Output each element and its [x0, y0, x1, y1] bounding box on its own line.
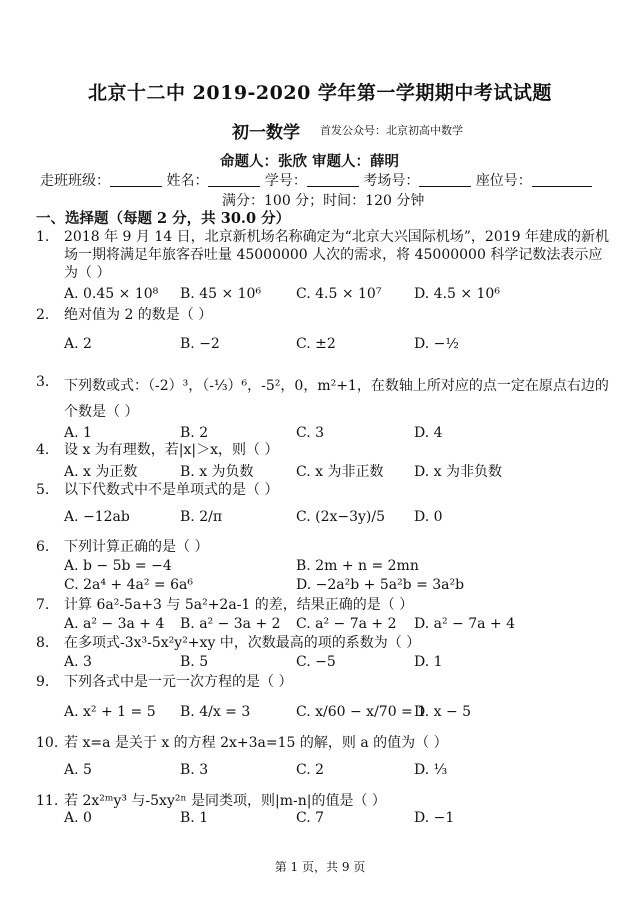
option-b[interactable]: B. −2	[180, 336, 220, 352]
question-text: 在多项式-3x³-5x²y²+xy 中，次数最高的项的系数为（ ）	[64, 635, 421, 651]
option-b[interactable]: B. 2/π	[180, 509, 223, 525]
option-d[interactable]: D. x − 5	[414, 704, 472, 720]
option-c[interactable]: C. 2a⁴ + 4a² = 6a⁶	[64, 577, 193, 593]
id-blank[interactable]	[307, 172, 359, 187]
question-2	[36, 306, 616, 324]
class-blank[interactable]	[110, 172, 162, 187]
option-d[interactable]: D. a² − 7a + 4	[414, 616, 516, 632]
option-b[interactable]: B. 4/x = 3	[180, 704, 251, 720]
option-d[interactable]: D. 1	[414, 654, 443, 670]
option-b[interactable]: B. 45 × 10⁶	[180, 286, 262, 302]
option-b[interactable]: B. 1	[180, 810, 209, 826]
option-d[interactable]: D. −2a²b + 5a²b = 3a²b	[296, 577, 465, 593]
option-a[interactable]: A. 5	[64, 762, 92, 778]
question-text: 若 x=a 是关于 x 的方程 2x+3a=15 的解，则 a 的值为（ ）	[64, 735, 448, 751]
question-10	[36, 734, 616, 752]
option-c[interactable]: C. −5	[296, 654, 336, 670]
question-11	[36, 792, 616, 810]
question-number: 3.	[36, 374, 50, 390]
option-d[interactable]: D. −½	[414, 336, 459, 352]
question-number: 9.	[36, 674, 50, 690]
name-blank[interactable]	[208, 172, 260, 187]
option-c[interactable]: C. a² − 7a + 2	[296, 616, 397, 632]
question-text: 设 x 为有理数，若|x|＞x，则（ ）	[64, 442, 279, 458]
option-b[interactable]: B. 5	[180, 654, 209, 670]
option-a[interactable]: A. x² + 1 = 5	[64, 704, 156, 720]
option-c[interactable]: C. ±2	[296, 336, 336, 352]
option-c[interactable]: C. x 为非正数	[296, 464, 384, 480]
question-number: 11.	[36, 793, 59, 809]
question-text: 若 2x²ᵐy³ 与-5xy²ⁿ 是同类项，则|m-n|的值是（ ）	[64, 793, 386, 809]
question-3	[36, 373, 616, 425]
question-text: 下列各式中是一元一次方程的是（ ）	[64, 674, 293, 690]
option-c[interactable]: C. 2	[296, 762, 325, 778]
question-6	[36, 538, 616, 556]
option-c[interactable]: C. (2x−3y)/5	[296, 509, 386, 525]
question-number: 7.	[36, 597, 50, 613]
question-text: 计算 6a²-5a+3 与 5a²+2a-1 的差，结果正确的是（ ）	[64, 597, 414, 613]
name-label: 姓名：	[166, 173, 209, 189]
option-a[interactable]: A. 0	[64, 810, 92, 826]
question-number: 4.	[36, 442, 50, 458]
option-b[interactable]: B. x 为负数	[180, 464, 254, 480]
question-number: 1.	[36, 229, 50, 245]
question-text: 以下代数式中不是单项式的是（ ）	[64, 482, 279, 498]
question-9	[36, 673, 616, 691]
question-5	[36, 481, 616, 499]
score-time: 满分：100 分；时间：120 分钟	[222, 193, 425, 209]
question-number: 5.	[36, 482, 50, 498]
question-number: 10.	[36, 735, 59, 751]
question-4	[36, 441, 616, 459]
option-a[interactable]: A. 0.45 × 10⁸	[64, 286, 159, 302]
option-a[interactable]: A. 1	[64, 425, 92, 441]
option-a[interactable]: A. x 为正数	[64, 464, 138, 480]
option-d[interactable]: D. 4.5 × 10⁶	[414, 286, 500, 302]
option-a[interactable]: A. a² − 3a + 4	[64, 616, 165, 632]
option-d[interactable]: D. −1	[414, 810, 455, 826]
section-heading: 一、选择题（每题 2 分，共 30.0 分）	[36, 210, 291, 227]
room-blank[interactable]	[419, 172, 471, 187]
option-d[interactable]: D. 4	[414, 425, 443, 441]
question-text: 下列计算正确的是（ ）	[64, 539, 209, 555]
question-number: 8.	[36, 635, 50, 651]
class-label: 走班班级：	[40, 173, 110, 189]
option-d[interactable]: D. ⅓	[414, 762, 448, 778]
seat-label: 座位号：	[475, 173, 532, 189]
id-label: 学号：	[264, 173, 307, 189]
option-b[interactable]: B. 2	[180, 425, 209, 441]
option-c[interactable]: C. 7	[296, 810, 325, 826]
exam-title: 北京十二中 2019-2020 学年第一学期期中考试试题	[88, 82, 552, 104]
question-text: 绝对值为 2 的数是（ ）	[64, 307, 213, 323]
option-a[interactable]: A. b − 5b = −4	[64, 558, 172, 574]
question-number: 2.	[36, 307, 50, 323]
question-7	[36, 596, 616, 614]
question-text: 2018 年 9 月 14 日，北京新机场名称确定为“北京大兴国际机场”，2019 年建成的新机场一期将满足年旅客吞吐量 45000000 人次的需求，将 45000000 科学记数法表示应为（ ）	[64, 229, 609, 281]
seat-blank[interactable]	[532, 172, 592, 187]
page-footer: 第 1 页，共 9 页	[274, 860, 366, 874]
option-b[interactable]: B. 2m + n = 2mn	[296, 558, 419, 574]
option-d[interactable]: D. x 为非负数	[414, 464, 502, 480]
authors-line: 命题人：张欣 审题人：薛明	[220, 153, 400, 170]
option-a[interactable]: A. 2	[64, 336, 92, 352]
subject-title: 初一数学	[232, 123, 300, 143]
option-c[interactable]: C. x/60 − x/70 = 1	[296, 704, 427, 720]
question-number: 6.	[36, 539, 50, 555]
question-text: 下列数或式：（-2）³，（-⅓）⁶，-5²，0，m²+1，在数轴上所对应的点一定在原点右边的个数是（ ）	[64, 378, 609, 420]
student-info-line	[40, 170, 592, 190]
question-1	[36, 228, 616, 282]
option-b[interactable]: B. a² − 3a + 2	[180, 616, 281, 632]
option-a[interactable]: A. −12ab	[64, 509, 130, 525]
room-label: 考场号：	[363, 173, 420, 189]
option-a[interactable]: A. 3	[64, 654, 92, 670]
subject-note: 首发公众号：北京初高中数学	[320, 124, 463, 137]
option-b[interactable]: B. 3	[180, 762, 209, 778]
option-c[interactable]: C. 4.5 × 10⁷	[296, 286, 382, 302]
option-c[interactable]: C. 3	[296, 425, 325, 441]
option-d[interactable]: D. 0	[414, 509, 443, 525]
question-8	[36, 634, 616, 652]
